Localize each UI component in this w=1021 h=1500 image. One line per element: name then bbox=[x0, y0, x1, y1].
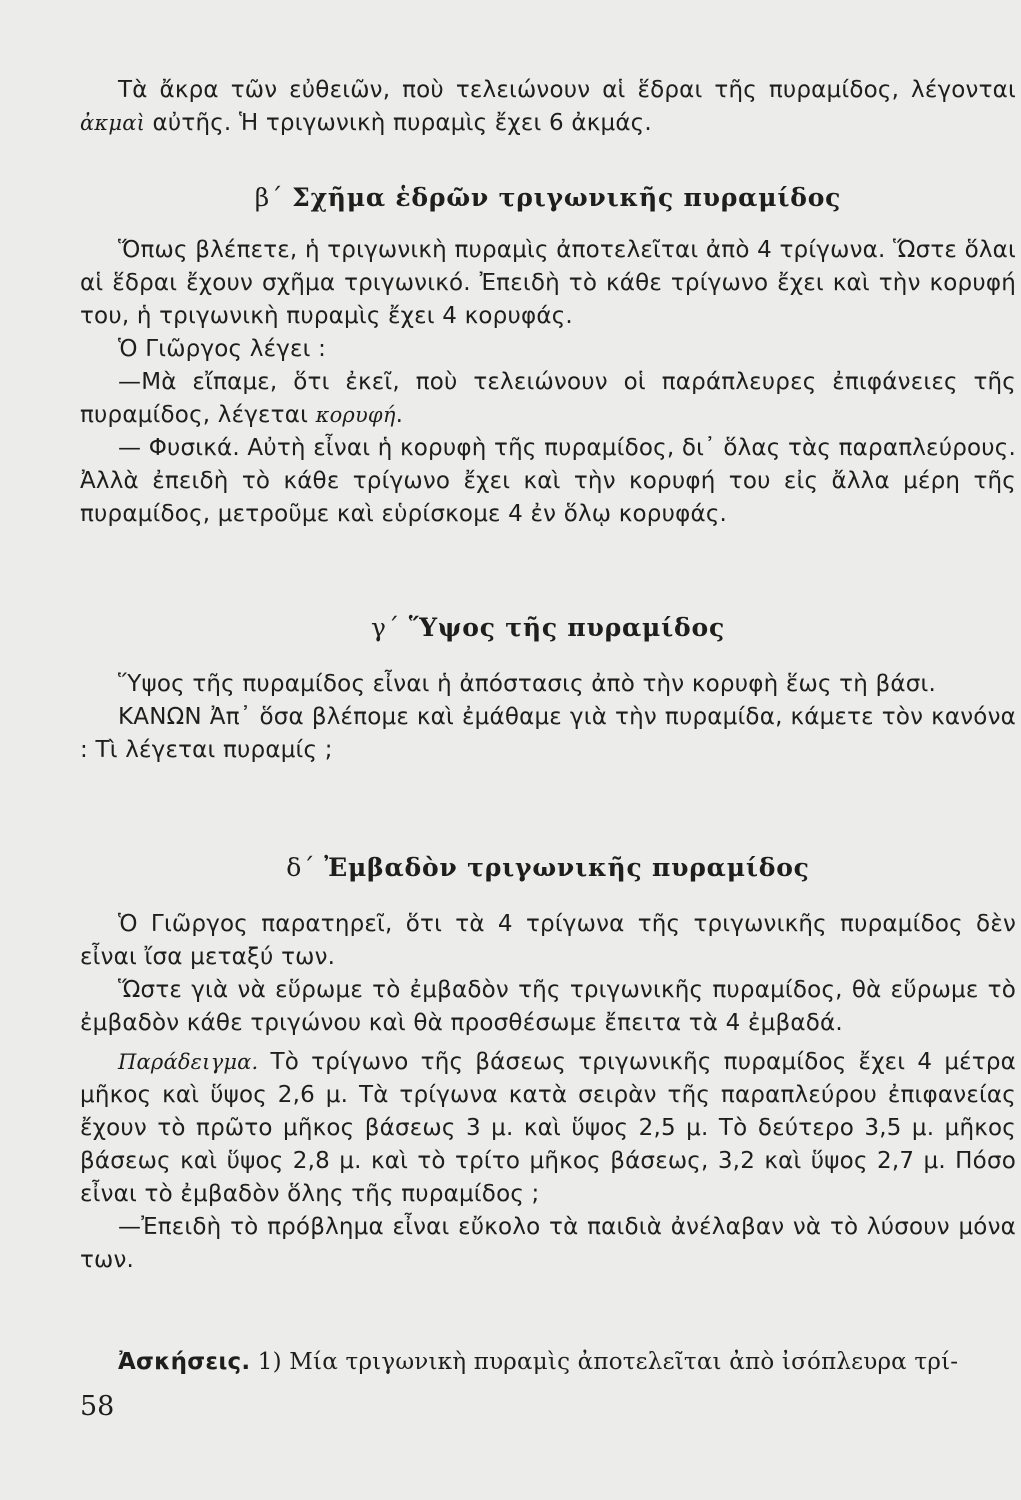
section-c-title: Ὕψος τῆς πυραμίδος bbox=[408, 613, 726, 642]
exercises-text: 1) Μία τριγωνικὴ πυραμὶς ἀποτελεῖται ἀπὸ ἰσόπλευρα τρί- bbox=[250, 1349, 959, 1375]
section-c-paragraph-1: Ὕψος τῆς πυραμίδος εἶναι ἡ ἀπόστασις ἀπὸ τὴν κορυφὴ ἕως τὴ βάσι. bbox=[118, 671, 937, 697]
section-c-rule: ΚΑΝΩΝ Ἀπ᾿ ὅσα βλέπομε καὶ ἐμάθαμε γιὰ τὴν πυραμίδα, κάμετε τὸν κανόνα : Τὶ λέγεται πυραμίς ; bbox=[80, 704, 1016, 763]
section-b-paragraph-1: Ὅπως βλέπετε, ἡ τριγωνικὴ πυραμὶς ἀποτελεῖται ἀπὸ 4 τρίγωνα. Ὥστε ὅλαι αἱ ἕδραι ἔχουν σχῆμα τριγωνικό. Ἐπειδὴ τὸ κάθε τρίγωνο ἔχει καὶ τὴν κορυφή του, ἡ τριγωνικὴ πυραμὶς ἔχει 4 κορυφάς. bbox=[80, 237, 1016, 329]
exercises bbox=[80, 1346, 1016, 1379]
section-b-body bbox=[80, 234, 1016, 531]
section-b-paragraph-4: — Φυσικά. Αὐτὴ εἶναι ἡ κορυφὴ τῆς πυραμίδος, δι᾿ ὅλας τὰς παραπλεύρους. Ἀλλὰ ἐπειδὴ τὸ κάθε τρίγωνο ἔχει καὶ τὴν κορυφή του εἰς ἄλλα μέρη τῆς πυραμίδος, μετροῦμε καὶ εὑρίσκομε 4 ἐν ὅλῳ κορυφάς. bbox=[80, 435, 1016, 527]
intro-line-1: Τὰ ἄκρα τῶν εὐθειῶν, ποὺ τελειώνουν αἱ ἕδραι τῆς πυραμίδος, λέγονται bbox=[118, 77, 1016, 103]
rule-label: ΚΑΝΩΝ bbox=[118, 704, 202, 730]
term-koryfi: κορυφή bbox=[315, 403, 396, 427]
section-c-body bbox=[80, 668, 1016, 767]
section-b-paragraph-2: Ὁ Γιῶργος λέγει : bbox=[118, 336, 327, 362]
section-d-mark: δ΄ bbox=[286, 853, 316, 882]
section-d-title: Ἐμβαδὸν τριγωνικῆς πυραμίδος bbox=[324, 853, 810, 882]
section-d-body bbox=[80, 908, 1016, 1277]
example-label: Παράδειγμα. bbox=[118, 1050, 259, 1074]
section-c-heading bbox=[80, 612, 1016, 644]
section-d-heading bbox=[80, 852, 1016, 884]
section-d-paragraph-1: Ὁ Γιῶργος παρατηρεῖ, ὅτι τὰ 4 τρίγωνα τῆς τριγωνικῆς πυραμίδος δὲν εἶναι ἴσα μεταξύ των. bbox=[80, 911, 1016, 970]
term-akmai: ἀκμαὶ bbox=[80, 111, 146, 135]
section-c-mark: γ΄ bbox=[370, 613, 401, 642]
page-number: 58 bbox=[80, 1391, 115, 1422]
intro-line-2: αὐτῆς. Ἡ τριγωνικὴ πυραμὶς ἔχει 6 ἀκμάς. bbox=[145, 110, 652, 136]
section-d-paragraph-2: Ὥστε γιὰ νὰ εὕρωμε τὸ ἐμβαδὸν τῆς τριγωνικῆς πυραμίδος, θὰ εὕρωμε τὸ ἐμβαδὸν κάθε τριγώνου καὶ θὰ προσθέσωμε ἔπειτα τὰ 4 ἐμβαδά. bbox=[80, 977, 1016, 1036]
section-b-mark: β΄ bbox=[254, 183, 284, 212]
section-d-paragraph-4: —Ἐπειδὴ τὸ πρόβλημα εἶναι εὔκολο τὰ παιδιὰ ἀνέλαβαν νὰ τὸ λύσουν μόνα των. bbox=[80, 1214, 1016, 1273]
exercises-label: Ἀσκήσεις. bbox=[118, 1349, 251, 1375]
section-b-title: Σχῆμα ἑδρῶν τριγωνικῆς πυραμίδος bbox=[292, 183, 842, 212]
section-b-paragraph-3: —Μὰ εἴπαμε, ὅτι ἐκεῖ, ποὺ τελειώνουν οἱ παράπλευρες ἐπιφάνειες τῆς πυραμίδος, λέγεται κορυφή. bbox=[80, 369, 1016, 428]
section-b-heading bbox=[80, 182, 1016, 214]
example-paragraph: Παράδειγμα. Τὸ τρίγωνο τῆς βάσεως τριγωνικῆς πυραμίδος ἔχει 4 μέτρα μῆκος καὶ ὕψος 2,6 μ. Τὰ τρίγωνα κατὰ σειρὰν τῆς παραπλεύρου ἐπιφανείας ἔχουν τὸ πρῶτο μῆκος βάσεως 3 μ. καὶ ὕψος 2,5 μ. Τὸ δεύτερο 3,5 μ. μῆκος βάσεως καὶ ὕψος 2,8 μ. καὶ τὸ τρίτο μῆκος βάσεως, 3,2 καὶ ὕψος 2,7 μ. Πόσο εἶναι τὸ ἐμβαδὸν ὅλης τῆς πυραμίδος ; bbox=[80, 1049, 1016, 1207]
intro-paragraph bbox=[80, 74, 1016, 140]
